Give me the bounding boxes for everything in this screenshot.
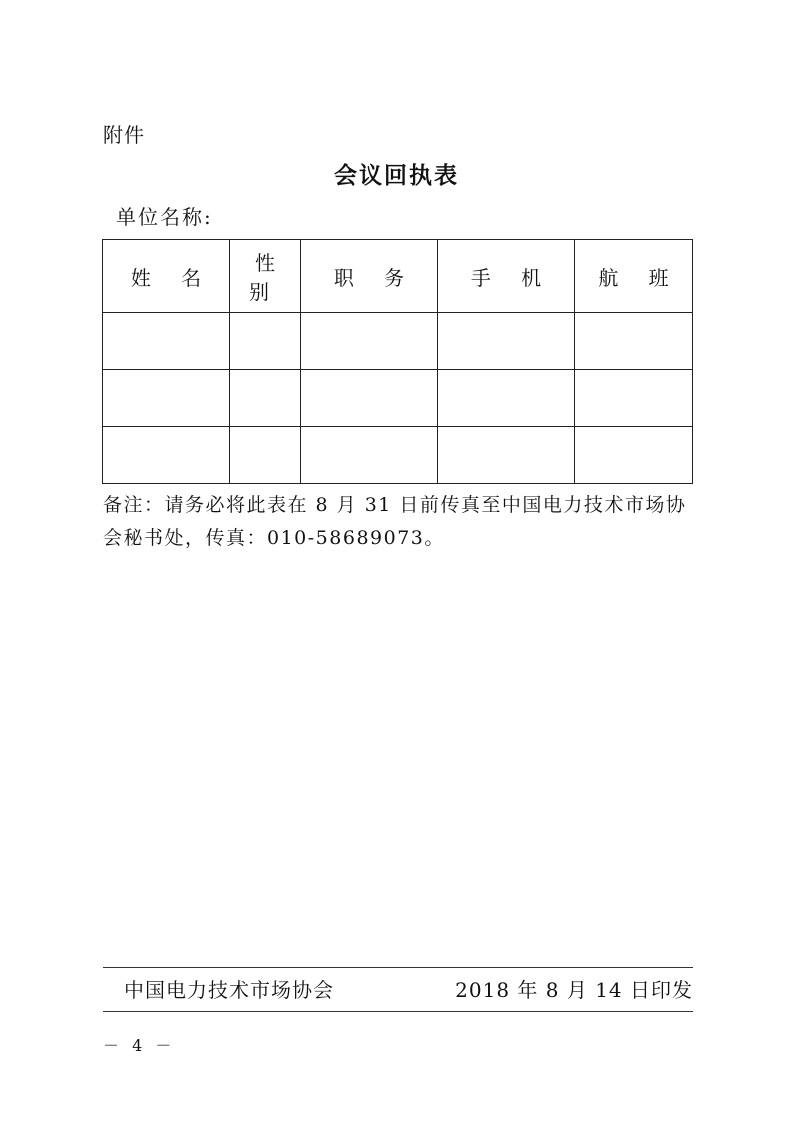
table-header-row	[103, 240, 693, 313]
footer-issue-date: 2018 年 8 月 14 日印发	[455, 978, 693, 1002]
cell-flight[interactable]	[575, 370, 693, 427]
cell-flight[interactable]	[575, 427, 693, 484]
remark-line-2: 会秘书处，传真：010-58689073。	[103, 527, 445, 549]
footer-top-rule	[103, 967, 693, 968]
footer-bottom-rule	[103, 1011, 693, 1012]
cell-gender[interactable]	[230, 427, 301, 484]
remark-note	[103, 489, 695, 555]
unit-name-label: 单位名称:	[116, 205, 213, 229]
table-row	[103, 370, 693, 427]
cell-name[interactable]	[103, 427, 230, 484]
cell-mobile[interactable]	[438, 370, 575, 427]
document-title: 会议回执表	[334, 163, 459, 189]
cell-mobile[interactable]	[438, 427, 575, 484]
table-row	[103, 427, 693, 484]
header-mobile: 手 机	[438, 240, 575, 313]
cell-gender[interactable]	[230, 370, 301, 427]
cell-name[interactable]	[103, 370, 230, 427]
remark-line-1: 备注：请务必将此表在 8 月 31 日前传真至中国电力技术市场协	[103, 494, 687, 516]
table-row	[103, 313, 693, 370]
cell-position[interactable]	[301, 313, 438, 370]
header-name: 姓 名	[103, 240, 230, 313]
header-position: 职 务	[301, 240, 438, 313]
attachment-label: 附件	[103, 123, 145, 147]
cell-mobile[interactable]	[438, 313, 575, 370]
page-number: － 4 －	[103, 1036, 176, 1055]
header-gender: 性 别	[230, 240, 301, 313]
header-flight: 航 班	[575, 240, 693, 313]
cell-flight[interactable]	[575, 313, 693, 370]
cell-name[interactable]	[103, 313, 230, 370]
cell-gender[interactable]	[230, 313, 301, 370]
footer-organization: 中国电力技术市场协会	[124, 978, 334, 1002]
cell-position[interactable]	[301, 427, 438, 484]
receipt-table	[102, 239, 693, 484]
cell-position[interactable]	[301, 370, 438, 427]
